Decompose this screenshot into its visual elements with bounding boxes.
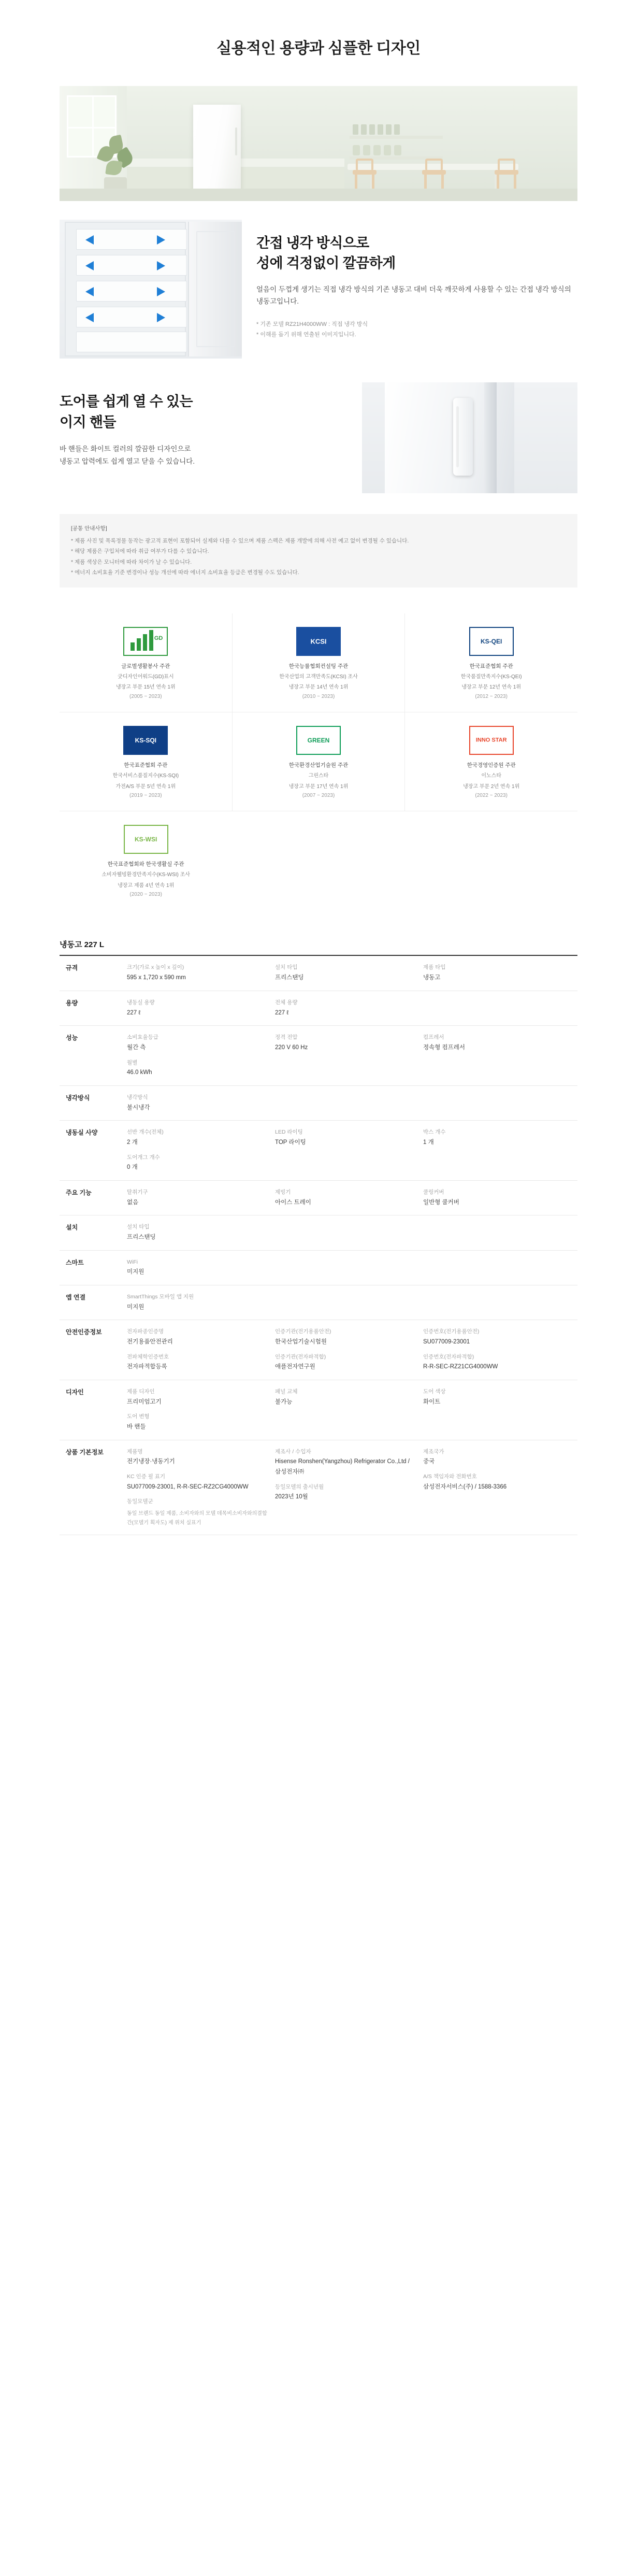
award-line2: 냉장고 부문 2년 연속 1위 — [463, 783, 520, 790]
spec-cell: 설치 타입 프리스탠딩 — [275, 964, 304, 981]
ks-qei-icon: KS-QEI — [469, 627, 514, 656]
guide-title: [공통 안내사항] — [71, 525, 107, 532]
award-years: (2005 ~ 2023) — [129, 693, 162, 699]
table-row — [60, 1440, 577, 1535]
kcsi-icon: KCSI — [296, 627, 341, 656]
spec-row-label: 설치 — [60, 1215, 121, 1250]
green-star-icon: GREEN — [296, 726, 341, 755]
section-indirect-cooling — [60, 220, 577, 359]
award-line1: 소비자웰빙환경만족지수(KS-WSI) 조사 — [102, 872, 190, 878]
spec-cell — [423, 998, 571, 1018]
table-row — [60, 991, 577, 1025]
spec-cell: 제품 디자인 프리미엄고기 도어 변형 바 핸들 — [127, 1388, 162, 1430]
award-item — [60, 811, 232, 910]
award-title: 한국환경산업기술원 주관 — [288, 762, 349, 768]
section-easy-handle — [60, 382, 577, 493]
handle-description-line2: 냉동고 압력에도 쉽게 열고 닫을 수 있습니다. — [60, 457, 195, 466]
spec-cell — [423, 1293, 571, 1312]
table-row — [60, 1026, 577, 1086]
spec-row-label: 디자인 — [60, 1380, 121, 1440]
spec-cell: 크기(가로 x 높이 x 깊이) 595 x 1,720 x 590 mm — [127, 964, 186, 981]
ks-wsi-icon: KS-WSI — [124, 825, 168, 854]
guide-line-1: * 제품 사진 및 목록정물 동작는 광고적 표현이 포함되어 실제와 다를 수 있으며 제품 스펙은 제품 개발에 의해 사전 예고 없이 변경될 수 있습니다. — [71, 537, 409, 544]
ks-sqi-icon: KS-SQI — [123, 726, 168, 755]
award-line1: 한국품질만족지수(KS-QEI) — [460, 674, 522, 680]
table-row — [60, 1215, 577, 1250]
freezer-cabinet — [65, 222, 186, 356]
award-spacer — [232, 811, 404, 910]
kitchen-scene-illustration — [60, 86, 577, 201]
spec-cell — [275, 1293, 423, 1312]
table-row — [60, 1180, 577, 1215]
award-title: 글로벌생활봉사 주관 — [121, 663, 170, 669]
award-spacer — [405, 811, 577, 910]
award-years: (2007 ~ 2023) — [302, 793, 335, 799]
product-detail-page — [0, 10, 637, 1535]
airflow-arrow-icon — [85, 287, 94, 296]
award-years: (2010 ~ 2023) — [302, 693, 335, 699]
guide-line-4: * 에너지 소비효율 기준 변경이나 성능 개선에 따라 에너지 소비효율 등급은 변경될 수도 있습니다. — [71, 569, 299, 576]
award-item — [233, 613, 406, 712]
spec-row-label: 주요 기능 — [60, 1180, 121, 1215]
spec-cell — [423, 1093, 571, 1113]
spec-cell: WiFi 미지원 — [127, 1258, 144, 1276]
spec-cell — [275, 1258, 423, 1278]
award-line1: 이노스타 — [481, 773, 501, 779]
spec-cell: 도어 색상 화이트 — [423, 1388, 446, 1405]
award-title: 한국표준협회와 한국생활실 주관 — [107, 861, 184, 868]
spec-row-label: 스마트 — [60, 1250, 121, 1285]
table-row — [60, 1085, 577, 1120]
cooling-note-1: * 기존 모델 RZ21H4000WW : 직접 냉각 방식 — [256, 321, 368, 328]
table-row — [60, 1121, 577, 1181]
spec-cell: 제품 타입 냉동고 — [423, 964, 446, 981]
specification-section — [60, 939, 577, 1535]
spec-cell: 소비효율등급 월간 측 월별 46.0 kWh — [127, 1033, 275, 1078]
spec-cell — [275, 1223, 423, 1242]
spec-cell: 제품명 전기냉장·냉동기기 KC 인증 필 표기 SU077009-23001, R-R-SEC-RZ2CG4000WW 동일모델군 동일 브랜드 동일 제품, 소비자와의 모델 데목비소비자와의결합간(모델기 획자도) 제 위치 실표기 — [127, 1448, 267, 1526]
spec-cell: 제조국가 중국 A/S 책임자와 전화번호 삼성전자서비스(주) / 1588-3366 — [423, 1448, 507, 1490]
award-item — [60, 613, 233, 712]
award-line2: 냉장고 부문 17년 연속 1위 — [288, 783, 349, 790]
wall-shelf-top — [350, 136, 443, 139]
awards-row-3 — [60, 811, 577, 910]
table-row — [60, 955, 577, 991]
award-line1: 한국서비스품질지수(KS-SQI) — [112, 773, 179, 779]
airflow-arrow-icon — [85, 313, 94, 322]
page-title: 실용적인 용량과 심플한 디자인 — [216, 40, 421, 58]
cooling-note-2: * 이해를 돕기 위해 연출된 이미지입니다. — [256, 332, 356, 338]
award-line2: 냉장고 부문 14년 연속 1위 — [288, 684, 349, 691]
spec-cell: 쿨링커버 일반형 쿨커버 — [423, 1189, 459, 1206]
cooling-description: 얼음이 두껍게 생기는 직접 냉각 방식의 기존 냉동고 대비 더욱 깨끗하게 사용할 수 있는 간접 냉각 방식의 냉동고입니다. — [256, 285, 571, 306]
spec-cell: 제조사 / 수입자 Hisense Ronshen(Yangzhou) Refrigerator Co.,Ltd / 삼성전자㈜ 등일모델의 출시년월 2023년 10월 — [275, 1448, 410, 1500]
airflow-arrow-icon — [157, 261, 165, 270]
shelf-items-bottom — [353, 145, 441, 156]
spec-cell: 박스 개수 1 개 — [423, 1129, 446, 1146]
award-years: (2019 ~ 2023) — [129, 793, 162, 799]
awards-row-1 — [60, 613, 577, 712]
awards-row-2 — [60, 712, 577, 811]
handle-description-line1: 바 핸들은 화이트 컬러의 깔끔한 디자인으로 — [60, 445, 191, 453]
award-item — [233, 712, 406, 811]
common-guide-box — [60, 514, 577, 587]
handle-heading-line2: 이지 핸들 — [60, 414, 116, 430]
table-row — [60, 1380, 577, 1440]
freezer-product — [193, 105, 241, 201]
award-line2: 냉장고 부문 15년 연속 1위 — [115, 684, 176, 691]
award-line1: 한국산업의 고객만족도(KCSI) 조사 — [279, 674, 358, 680]
floor — [60, 189, 577, 201]
cooling-heading-line1: 간접 냉각 방식으로 — [256, 235, 369, 251]
spec-cell: 패널 교체 불가능 — [275, 1388, 298, 1405]
award-line1: 그린스타 — [308, 773, 329, 779]
spec-row-label: 상품 기본정보 — [60, 1440, 121, 1535]
spec-cell: 냉각방식 불시냉각 — [127, 1094, 150, 1111]
handle-closeup-image — [362, 382, 577, 493]
monthly-power-value: 46.0 kWh — [127, 1069, 152, 1076]
award-title: 한국표준협회 주관 — [124, 762, 168, 768]
inno-star-icon: INNO STAR — [469, 726, 514, 755]
airflow-arrow-icon — [157, 235, 165, 245]
award-title: 한국표준협회 주관 — [469, 663, 513, 669]
spec-cell — [423, 1258, 571, 1278]
spec-cell: SmartThings 모바일 앱 지원 미지원 — [127, 1293, 194, 1310]
spec-cell — [275, 1093, 423, 1113]
award-years: (2020 ~ 2023) — [129, 892, 162, 898]
shelf-items-top — [353, 124, 441, 136]
spec-cell: 탈취기구 없음 — [127, 1189, 148, 1206]
handle-heading-line1: 도어를 쉽게 열 수 있는 — [60, 394, 193, 410]
spec-cell: 선반 개수(전체) 2 개 도어개그 개수 0 개 — [127, 1129, 164, 1171]
awards-section — [60, 613, 577, 910]
spec-row-label: 성능 — [60, 1026, 121, 1086]
spec-cell: 설치 타입 프리스탠딩 — [127, 1224, 156, 1241]
spec-row-label: 안전인증정보 — [60, 1320, 121, 1380]
spec-cell: 인증기관(전기용품안전) 한국산업기술시험원 인증기관(전자파적합) 애플전자연구원 — [275, 1328, 331, 1370]
award-line2: 냉장고 제품 4년 연속 1위 — [118, 882, 175, 889]
spec-cell — [423, 1223, 571, 1242]
spec-cell: 전체 용량 227 ℓ — [275, 999, 298, 1016]
spec-row-label: 용량 — [60, 991, 121, 1025]
table-row — [60, 1285, 577, 1320]
bar-handle — [453, 398, 473, 476]
airflow-arrow-icon — [85, 261, 94, 270]
green-good-design-icon: GD — [123, 627, 168, 656]
award-line2: 가전A/S 부문 5년 연속 1위 — [115, 783, 176, 790]
spec-cell: 전자파종인증명 전기용품안전관리 전파체학인증번호 전자파적합등록 — [127, 1328, 173, 1370]
airflow-arrow-icon — [157, 313, 165, 322]
airflow-arrow-icon — [85, 235, 94, 245]
award-title: 한국능률협회컨설팅 주관 — [288, 663, 349, 669]
handle-heading — [60, 392, 350, 433]
spec-row-label: 냉동실 사양 — [60, 1121, 121, 1181]
freezer-interior-image — [60, 220, 242, 359]
award-item — [405, 712, 577, 811]
freezer-door-open — [188, 222, 242, 356]
award-item — [405, 613, 577, 712]
spec-cell: 정격 전압 220 V 60 Hz — [275, 1034, 308, 1051]
airflow-arrow-icon — [157, 287, 165, 296]
plant-icon — [98, 136, 134, 179]
award-title: 한국경영인증원 주관 — [467, 762, 516, 768]
cooling-notes — [256, 319, 577, 340]
spec-cell: 냉동실 용량 227 ℓ — [127, 999, 155, 1016]
award-years: (2012 ~ 2023) — [475, 693, 508, 699]
spec-cell: 컴프레서 정속형 컴프레서 — [423, 1034, 465, 1051]
handle-description — [60, 443, 350, 468]
cooling-heading — [256, 233, 577, 273]
award-item — [60, 712, 233, 811]
award-line2: 냉장고 부문 12년 연속 1위 — [461, 684, 522, 691]
award-line1: 굿디자인어워드(GD)표시 — [118, 674, 174, 680]
award-years: (2022 ~ 2023) — [475, 793, 508, 799]
spec-row-label: 앱 연결 — [60, 1285, 121, 1320]
table-row — [60, 1320, 577, 1380]
table-row — [60, 1250, 577, 1285]
spec-row-label: 냉각방식 — [60, 1085, 121, 1120]
spec-title: 냉동고 227 L — [60, 940, 104, 950]
guide-line-3: * 제품 색상은 모니터에 따라 차이가 날 수 있습니다. — [71, 559, 192, 565]
monthly-power-label: 월별 — [127, 1059, 138, 1066]
spec-table — [60, 955, 577, 1535]
spec-cell: 인증번호(전기용품안전) SU077009-23001 인증번호(전자파적합) R-R-SEC-RZ21CG4000WW — [423, 1328, 498, 1370]
cooling-heading-line2: 성에 걱정없이 깔끔하게 — [256, 255, 396, 271]
spec-cell: 제빙기 아이스 트레이 — [275, 1189, 311, 1206]
spec-cell: LED 라이팅 TOP 라이팅 — [275, 1129, 306, 1146]
spec-row-label: 규격 — [60, 955, 121, 991]
guide-line-2: * 해당 제품은 구입처에 따라 취급 여부가 다를 수 있습니다. — [71, 548, 209, 555]
hero-image — [60, 86, 577, 201]
door-edge — [484, 382, 497, 493]
